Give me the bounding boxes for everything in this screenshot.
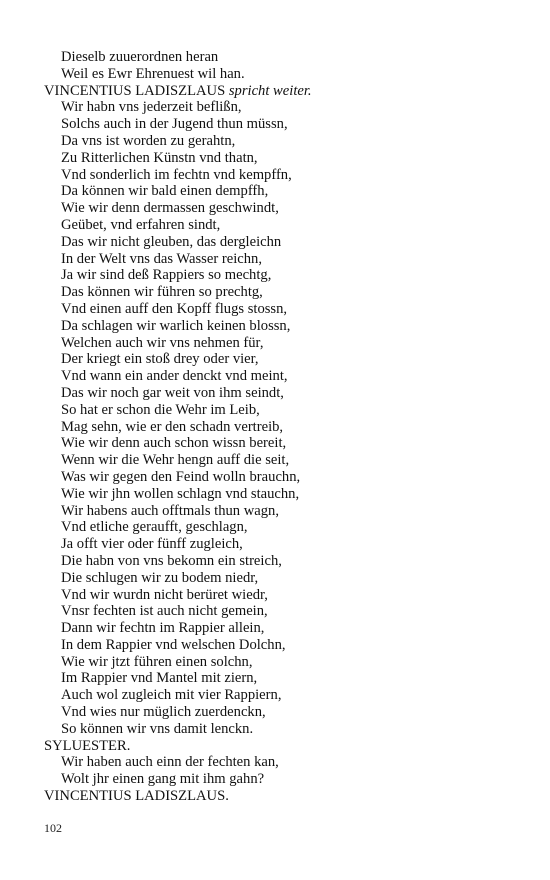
verse-line bbox=[44, 284, 524, 301]
verse-text-block bbox=[44, 49, 524, 805]
verse-line-text: So hat er schon die Wehr im Leib, bbox=[61, 401, 260, 418]
verse-line bbox=[44, 469, 524, 486]
verse-line bbox=[44, 754, 524, 771]
verse-line bbox=[44, 402, 524, 419]
verse-line-text: Da vns ist worden zu gerahtn, bbox=[61, 132, 236, 149]
verse-line-text: In dem Rappier vnd welschen Dolchn, bbox=[61, 636, 286, 653]
verse-line bbox=[44, 452, 524, 469]
verse-line bbox=[44, 486, 524, 503]
verse-line bbox=[44, 687, 524, 704]
verse-line bbox=[44, 670, 524, 687]
verse-line bbox=[44, 654, 524, 671]
verse-line-text: Wie wir denn auch schon wissn bereit, bbox=[61, 435, 287, 452]
verse-line bbox=[44, 267, 524, 284]
verse-line bbox=[44, 183, 524, 200]
verse-line-text: Wir haben auch einn der fechten kan, bbox=[61, 754, 279, 771]
verse-line-text: In der Welt vns das Wasser reichn, bbox=[61, 250, 262, 267]
verse-line-text: Das wir noch gar weit von ihm seindt, bbox=[61, 384, 284, 401]
stage-direction: spricht weiter. bbox=[228, 82, 312, 99]
verse-line-text: Geübet, vnd erfahren sindt, bbox=[61, 216, 221, 233]
verse-line-text: Weil es Ewr Ehrenuest wil han. bbox=[61, 65, 245, 82]
verse-line-text: Vnd wies nur müglich zuerdenckn, bbox=[61, 704, 266, 721]
verse-line bbox=[44, 637, 524, 654]
verse-line-text: Im Rappier vnd Mantel mit ziern, bbox=[61, 670, 258, 687]
verse-line-text: Mag sehn, wie er den schadn vertreib, bbox=[61, 418, 284, 435]
verse-line bbox=[44, 519, 524, 536]
speaker-heading bbox=[44, 788, 524, 805]
verse-line-text: Vnd wir wurdn nicht berüret wiedr, bbox=[61, 586, 268, 603]
verse-line-text: Vnsr fechten ist auch nicht gemein, bbox=[61, 603, 268, 620]
verse-line bbox=[44, 133, 524, 150]
verse-line bbox=[44, 368, 524, 385]
verse-line-text: Wenn wir die Wehr hengn auff die seit, bbox=[61, 452, 290, 469]
verse-line bbox=[44, 99, 524, 116]
verse-line bbox=[44, 318, 524, 335]
verse-line bbox=[44, 603, 524, 620]
verse-line bbox=[44, 419, 524, 436]
verse-line bbox=[44, 385, 524, 402]
verse-line-text: Da können wir bald einen dempffh, bbox=[61, 183, 269, 200]
verse-line-text: Ja offt vier oder fünff zugleich, bbox=[61, 536, 243, 553]
verse-line-text: Vnd sonderlich im fechtn vnd kempffn, bbox=[61, 166, 292, 183]
verse-line bbox=[44, 116, 524, 133]
verse-line bbox=[44, 553, 524, 570]
speaker-name: VINCENTIUS LADISZLAUS. bbox=[44, 788, 229, 805]
verse-line bbox=[44, 435, 524, 452]
verse-line bbox=[44, 721, 524, 738]
verse-line bbox=[44, 167, 524, 184]
verse-line-text: Wir habens auch offtmals thun wagn, bbox=[61, 502, 279, 519]
verse-line-text: Vnd etliche geraufft, geschlagn, bbox=[61, 519, 248, 536]
verse-line bbox=[44, 217, 524, 234]
page-number: 102 bbox=[44, 821, 62, 835]
verse-line-text: Wie wir denn dermassen geschwindt, bbox=[61, 200, 279, 217]
verse-line-text: Dann wir fechtn im Rappier allein, bbox=[61, 620, 265, 637]
verse-line bbox=[44, 301, 524, 318]
verse-line bbox=[44, 335, 524, 352]
verse-line bbox=[44, 251, 524, 268]
verse-line bbox=[44, 771, 524, 788]
verse-line bbox=[44, 704, 524, 721]
verse-line bbox=[44, 234, 524, 251]
verse-line bbox=[44, 570, 524, 587]
verse-line-text: Die habn von vns bekomn ein streich, bbox=[61, 552, 282, 569]
verse-line bbox=[44, 49, 524, 66]
speaker-heading bbox=[44, 83, 524, 100]
verse-line-text: Der kriegt ein stoß drey oder vier, bbox=[61, 351, 259, 368]
verse-line-text: Zu Ritterlichen Künstn vnd thatn, bbox=[61, 149, 258, 166]
verse-line bbox=[44, 200, 524, 217]
verse-line-text: Die schlugen wir zu bodem niedr, bbox=[61, 569, 259, 586]
verse-line-text: Was wir gegen den Feind wolln brauchn, bbox=[61, 468, 301, 485]
verse-line-text: Da schlagen wir warlich keinen blossn, bbox=[61, 317, 291, 334]
verse-line-text: Wir habn vns jederzeit beflißn, bbox=[61, 99, 242, 116]
verse-line bbox=[44, 150, 524, 167]
verse-line-text: Ja wir sind deß Rappiers so mechtg, bbox=[61, 267, 272, 284]
verse-line-text: Vnd einen auff den Kopff flugs stossn, bbox=[61, 300, 288, 317]
verse-line-text: Solchs auch in der Jugend thun müssn, bbox=[61, 116, 288, 133]
verse-line bbox=[44, 620, 524, 637]
verse-line-text: So können wir vns damit lenckn. bbox=[61, 720, 254, 737]
verse-line-text: Welchen auch wir vns nehmen für, bbox=[61, 334, 264, 351]
verse-line-text: Wie wir jtzt führen einen solchn, bbox=[61, 653, 253, 670]
verse-line-text: Vnd wann ein ander denckt vnd meint, bbox=[61, 368, 288, 385]
verse-line-text: Das können wir führen so prechtg, bbox=[61, 284, 263, 301]
verse-line-text: Wolt jhr einen gang mit ihm gahn? bbox=[61, 771, 265, 788]
verse-line bbox=[44, 66, 524, 83]
speaker-name: VINCENTIUS LADISZLAUS bbox=[44, 82, 226, 99]
verse-line-text: Dieselb zuuerordnen heran bbox=[61, 49, 219, 65]
verse-line bbox=[44, 587, 524, 604]
verse-line-text: Wie wir jhn wollen schlagn vnd stauchn, bbox=[61, 485, 300, 502]
verse-line bbox=[44, 503, 524, 520]
verse-line bbox=[44, 351, 524, 368]
speaker-heading bbox=[44, 738, 524, 755]
verse-line bbox=[44, 536, 524, 553]
speaker-name: SYLUESTER. bbox=[44, 737, 131, 754]
verse-line-text: Das wir nicht gleuben, das dergleichn bbox=[61, 233, 282, 250]
verse-line-text: Auch wol zugleich mit vier Rappiern, bbox=[61, 687, 282, 704]
